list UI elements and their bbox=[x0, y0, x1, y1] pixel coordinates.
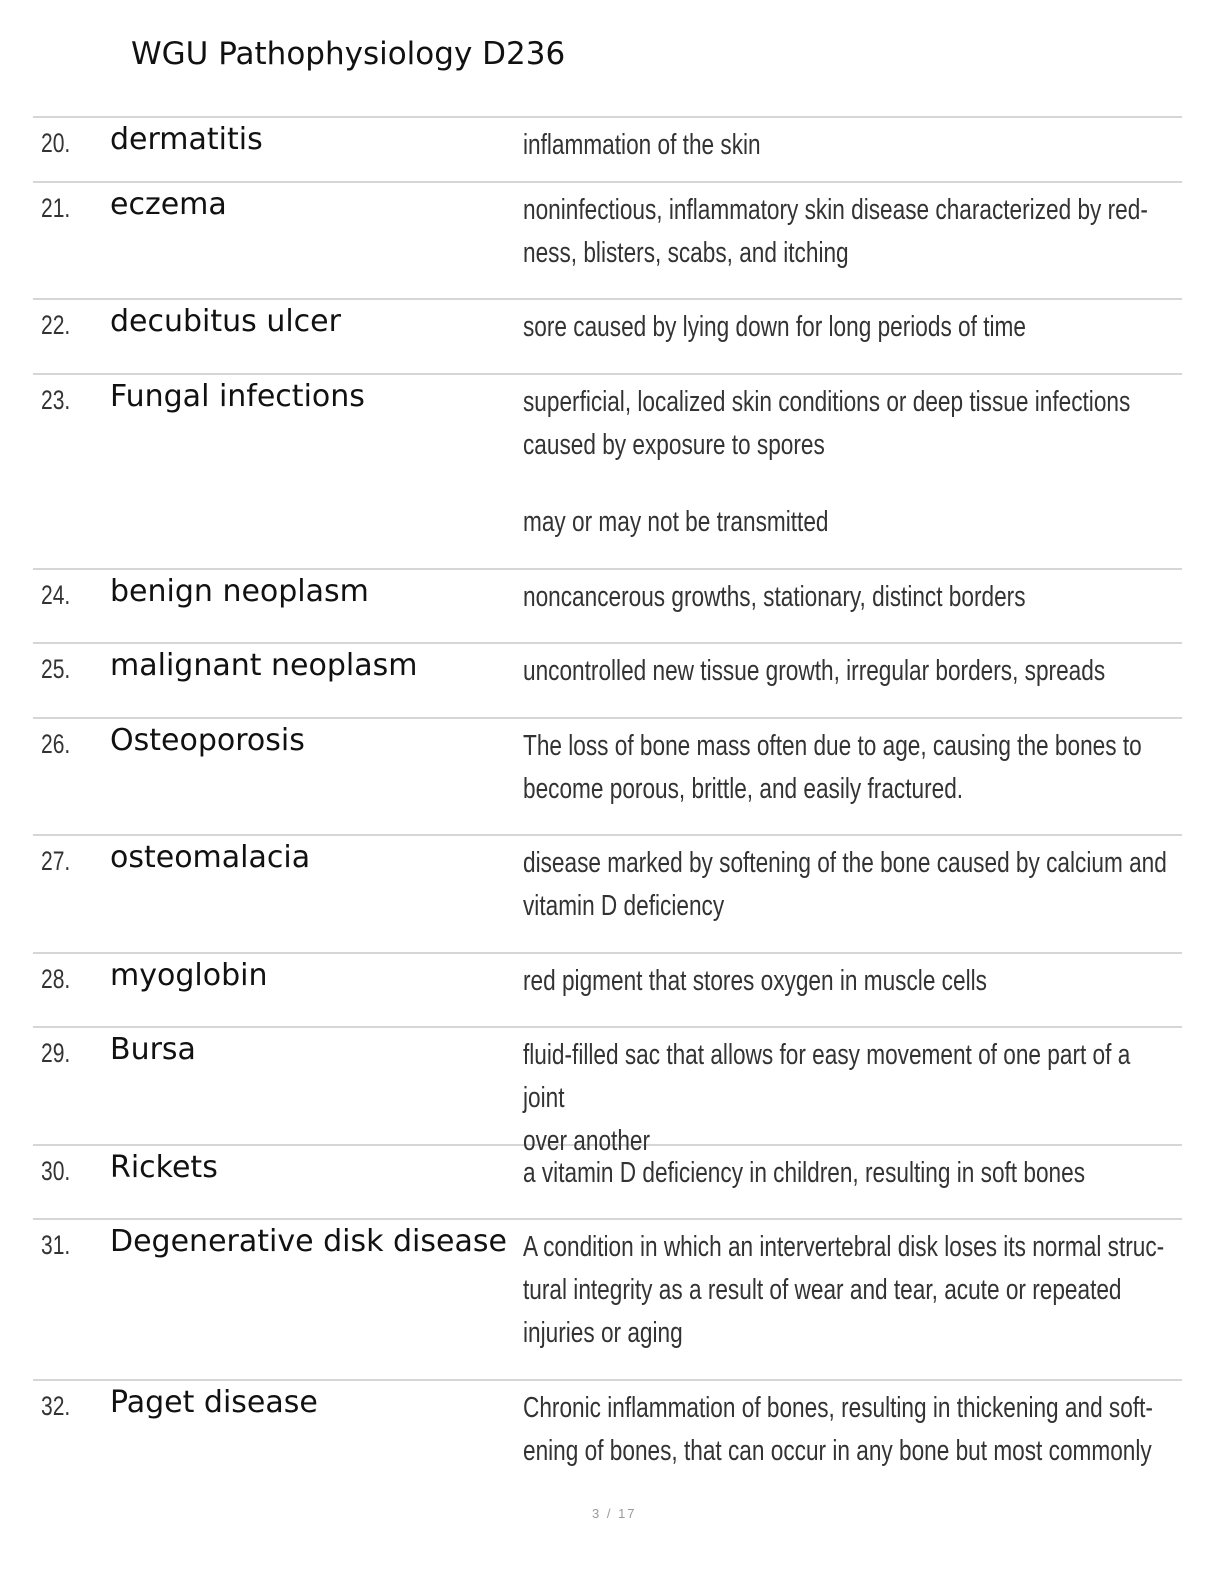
list-item bbox=[33, 644, 1182, 719]
term-name: malignant neoplasm bbox=[110, 648, 418, 683]
term-number: 31. bbox=[41, 1230, 71, 1260]
term-definition bbox=[523, 124, 1170, 167]
definition-line: ening of bones, that can occur in any bone but most commonly bbox=[523, 1435, 1152, 1467]
definition-line: vitamin D deficiency bbox=[523, 890, 725, 922]
list-item bbox=[33, 719, 1182, 836]
term-name: Osteoporosis bbox=[110, 723, 305, 758]
term-list bbox=[33, 116, 1182, 1481]
term-definition bbox=[523, 960, 1170, 1003]
term-number: 27. bbox=[41, 846, 71, 876]
definition-line: red pigment that stores oxygen in muscle cells bbox=[523, 965, 987, 997]
definition-line: noncancerous growths, stationary, distinct borders bbox=[523, 581, 1026, 613]
term-number: 26. bbox=[41, 729, 71, 759]
list-item bbox=[33, 300, 1182, 375]
term-name: osteomalacia bbox=[110, 840, 311, 875]
definition-line: Chronic inflammation of bones, resulting in thickening and soft- bbox=[523, 1392, 1153, 1424]
term-number: 28. bbox=[41, 964, 71, 994]
term-definition bbox=[523, 381, 1170, 544]
list-item bbox=[33, 954, 1182, 1028]
list-item bbox=[33, 570, 1182, 644]
term-number: 32. bbox=[41, 1391, 71, 1421]
definition-line: uncontrolled new tissue growth, irregular borders, spreads bbox=[523, 655, 1106, 687]
definition-line: The loss of bone mass often due to age, causing the bones to bbox=[523, 730, 1142, 762]
term-number: 24. bbox=[41, 580, 71, 610]
term-number: 22. bbox=[41, 310, 71, 340]
term-number: 23. bbox=[41, 385, 71, 415]
definition-line: A condition in which an intervertebral disk loses its normal struc- bbox=[523, 1231, 1165, 1263]
term-name: Paget disease bbox=[110, 1385, 318, 1420]
list-item bbox=[33, 836, 1182, 954]
definition-line: tural integrity as a result of wear and tear, acute or repeated bbox=[523, 1274, 1122, 1306]
term-definition bbox=[523, 842, 1170, 928]
definition-line: superficial, localized skin conditions or deep tissue infections bbox=[523, 386, 1131, 418]
definition-line: become porous, brittle, and easily fractured. bbox=[523, 773, 964, 805]
term-definition bbox=[523, 1387, 1170, 1473]
definition-line: injuries or aging bbox=[523, 1317, 683, 1349]
list-item bbox=[33, 1220, 1182, 1381]
term-number: 29. bbox=[41, 1038, 71, 1068]
definition-line: inflammation of the skin bbox=[523, 129, 761, 161]
term-name: benign neoplasm bbox=[110, 574, 369, 609]
document-title: WGU Pathophysiology D236 bbox=[131, 36, 566, 72]
term-name: decubitus ulcer bbox=[110, 304, 341, 339]
term-definition bbox=[523, 189, 1170, 275]
list-item bbox=[33, 1146, 1182, 1220]
term-number: 30. bbox=[41, 1156, 71, 1186]
list-item bbox=[33, 1381, 1182, 1481]
page-number: 3 / 17 bbox=[592, 1506, 637, 1521]
term-name: Fungal infections bbox=[110, 379, 365, 414]
definition-line: caused by exposure to spores bbox=[523, 429, 825, 461]
term-name: dermatitis bbox=[110, 122, 263, 157]
term-number: 25. bbox=[41, 654, 71, 684]
term-definition bbox=[523, 1034, 1170, 1163]
definition-line: fluid-filled sac that allows for easy movement of one part of a joint bbox=[523, 1039, 1131, 1114]
term-name: Bursa bbox=[110, 1032, 196, 1067]
list-item bbox=[33, 1028, 1182, 1157]
term-number: 20. bbox=[41, 128, 71, 158]
term-name: myoglobin bbox=[110, 958, 268, 993]
term-definition bbox=[523, 576, 1170, 619]
list-item bbox=[33, 375, 1182, 570]
term-definition bbox=[523, 650, 1170, 693]
term-definition bbox=[523, 1226, 1170, 1355]
term-definition bbox=[523, 1152, 1170, 1195]
term-definition bbox=[523, 306, 1170, 349]
list-item bbox=[33, 118, 1182, 183]
definition-line: a vitamin D deficiency in children, resulting in soft bones bbox=[523, 1157, 1086, 1189]
term-number: 21. bbox=[41, 193, 71, 223]
term-name: Degenerative disk disease bbox=[110, 1224, 507, 1259]
term-name: eczema bbox=[110, 187, 227, 222]
definition-line: disease marked by softening of the bone caused by calcium and bbox=[523, 847, 1167, 879]
definition-line: noninfectious, inflammatory skin disease characterized by red- bbox=[523, 194, 1148, 226]
definition-line: over another bbox=[523, 1125, 651, 1157]
term-name: Rickets bbox=[110, 1150, 218, 1185]
definition-line: ness, blisters, scabs, and itching bbox=[523, 237, 849, 269]
list-item bbox=[33, 183, 1182, 300]
definition-line: sore caused by lying down for long periods of time bbox=[523, 311, 1026, 343]
term-definition bbox=[523, 725, 1170, 811]
definition-line: may or may not be transmitted bbox=[523, 506, 829, 538]
